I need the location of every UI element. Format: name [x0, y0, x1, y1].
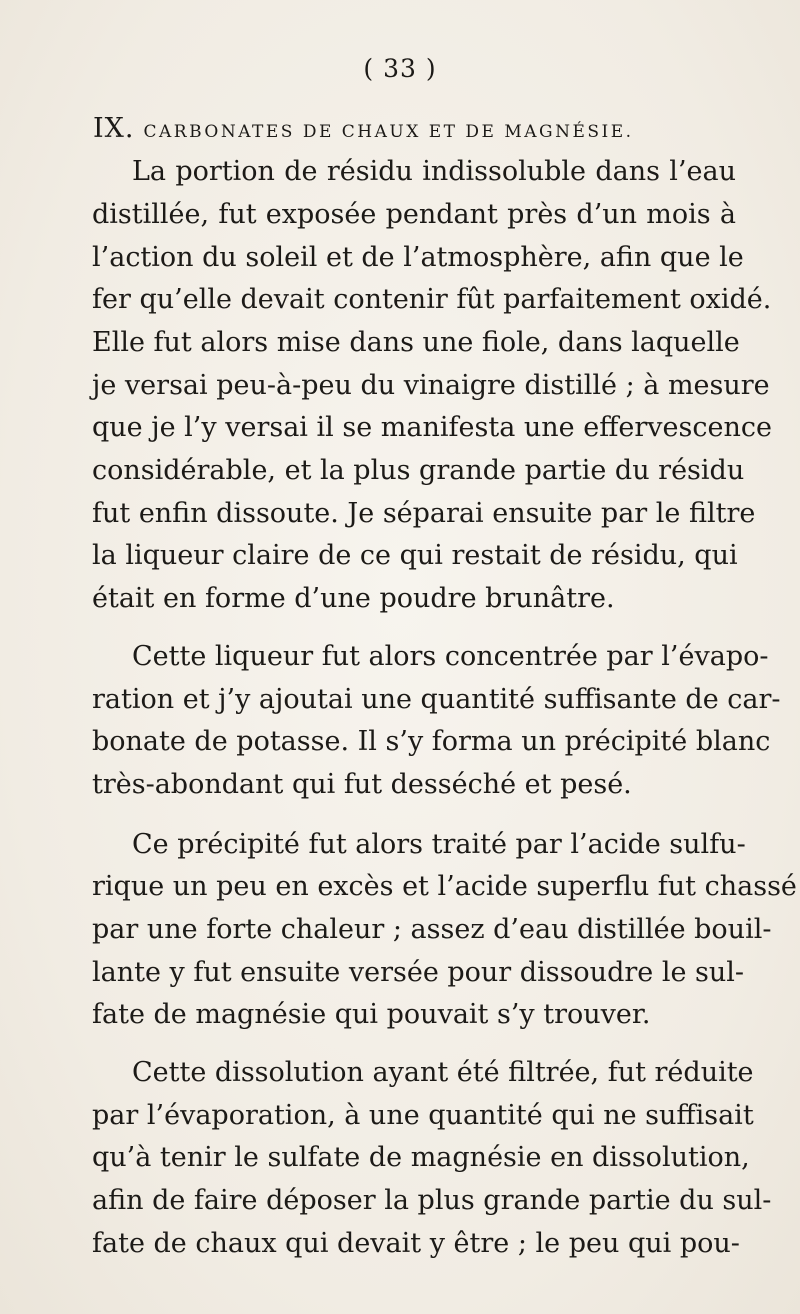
text-line: distillée, fut exposée pendant près d’un mois à [92, 199, 736, 230]
section-number: IX. [93, 113, 135, 144]
text-line: par une forte chaleur ; assez d’eau distillée bouil- [92, 914, 772, 945]
text-line: considérable, et la plus grande partie du résidu [92, 455, 745, 486]
text-line: l’action du soleil et de l’atmosphère, afin que le [92, 242, 744, 273]
text-line: fate de chaux qui devait y être ; le peu qui pou- [92, 1228, 740, 1259]
text-line: la liqueur claire de ce qui restait de résidu, qui [92, 540, 738, 571]
section-heading [93, 113, 793, 144]
page-number: ( 33 ) [363, 54, 437, 83]
text-line: que je l’y versai il se manifesta une effervescence [92, 412, 772, 443]
text-line: fate de magnésie qui pouvait s’y trouver. [92, 999, 651, 1030]
text-line: qu’à tenir le sulfate de magnésie en dissolution, [92, 1142, 750, 1173]
text-line: je versai peu-à-peu du vinaigre distillé ; à mesure [92, 370, 770, 401]
text-line: Ce précipité fut alors traité par l’acide sulfu- [132, 829, 746, 860]
text-line: ration et j’y ajoutai une quantité suffisante de car- [92, 684, 781, 715]
text-line: était en forme d’une poudre brunâtre. [92, 583, 615, 614]
section-title: CARBONATES DE CHAUX ET DE MAGNÉSIE. [143, 122, 634, 142]
text-line: fut enfin dissoute. Je séparai ensuite par le filtre [92, 498, 756, 529]
text-line: lante y fut ensuite versée pour dissoudre le sul- [92, 957, 745, 988]
text-line: Cette dissolution ayant été filtrée, fut réduite [132, 1057, 754, 1088]
text-line: afin de faire déposer la plus grande partie du sul- [92, 1185, 772, 1216]
text-line: très-abondant qui fut desséché et pesé. [92, 769, 632, 800]
text-line: fer qu’elle devait contenir fût parfaitement oxidé. [92, 284, 772, 315]
text-line: Cette liqueur fut alors concentrée par l’évapo- [132, 641, 769, 672]
text-line: bonate de potasse. Il s’y forma un précipité blanc [92, 726, 771, 757]
text-line: La portion de résidu indissoluble dans l’eau [132, 156, 736, 187]
text-line: par l’évaporation, à une quantité qui ne suffisait [92, 1100, 754, 1131]
text-line: rique un peu en excès et l’acide superflu fut chassé [92, 871, 797, 902]
text-line: Elle fut alors mise dans une fiole, dans laquelle [92, 327, 740, 358]
